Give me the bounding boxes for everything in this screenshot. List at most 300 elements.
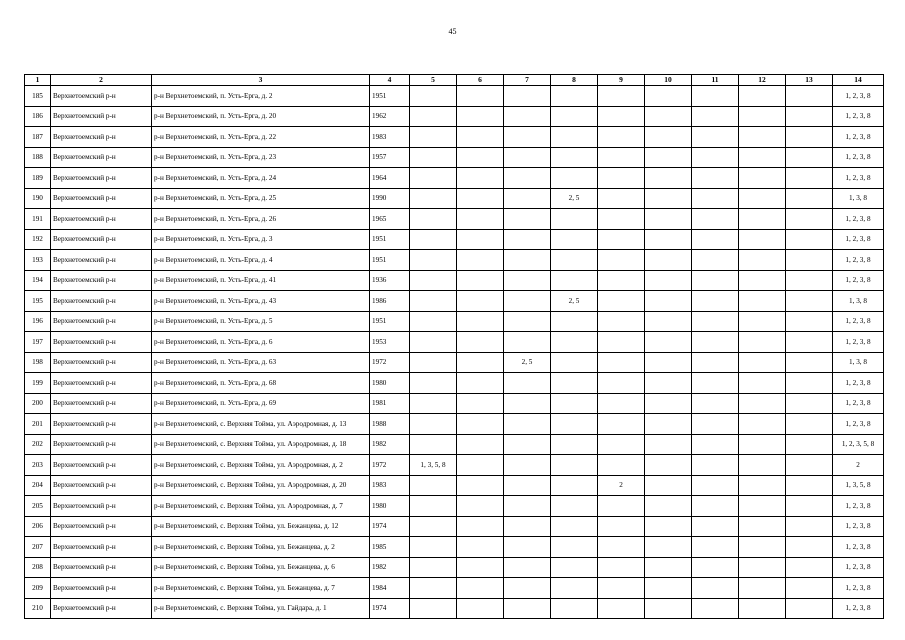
col9-cell: [598, 578, 645, 599]
col12-cell: [739, 475, 786, 496]
col11-cell: [692, 86, 739, 107]
col8-cell: [551, 332, 598, 353]
col6-cell: [457, 127, 504, 148]
col9-cell: [598, 598, 645, 619]
table-row: [25, 311, 884, 332]
col5-cell: [410, 475, 457, 496]
address-cell: р-н Верхнетоемский, п. Усть-Ерга, д. 6: [152, 332, 370, 353]
col8-cell: [551, 106, 598, 127]
row-number: 198: [25, 352, 51, 373]
year-cell: 1965: [370, 209, 410, 230]
district-cell: Верхнетоемский р-н: [51, 373, 152, 394]
col12-cell: [739, 557, 786, 578]
col6-cell: [457, 475, 504, 496]
col14-cell: 1, 2, 3, 8: [833, 496, 884, 517]
table-row: [25, 434, 884, 455]
col13-cell: [786, 86, 833, 107]
col6-cell: [457, 557, 504, 578]
column-header-5: 5: [410, 75, 457, 86]
col5-cell: [410, 188, 457, 209]
year-cell: 1936: [370, 270, 410, 291]
col5-cell: [410, 598, 457, 619]
col9-cell: [598, 393, 645, 414]
district-cell: Верхнетоемский р-н: [51, 434, 152, 455]
address-cell: р-н Верхнетоемский, с. Верхняя Тойма, ул. Аэродромная, д. 18: [152, 434, 370, 455]
column-header-2: 2: [51, 75, 152, 86]
col14-cell: 1, 2, 3, 8: [833, 127, 884, 148]
col12-cell: [739, 537, 786, 558]
header-row: [25, 75, 884, 86]
col12-cell: [739, 188, 786, 209]
col12-cell: [739, 352, 786, 373]
col10-cell: [645, 86, 692, 107]
col12-cell: [739, 147, 786, 168]
col13-cell: [786, 291, 833, 312]
col12-cell: [739, 127, 786, 148]
col13-cell: [786, 373, 833, 394]
col5-cell: [410, 332, 457, 353]
table-row: [25, 291, 884, 312]
col10-cell: [645, 291, 692, 312]
col14-cell: 1, 2, 3, 8: [833, 578, 884, 599]
table-row: [25, 537, 884, 558]
row-number: 205: [25, 496, 51, 517]
address-cell: р-н Верхнетоемский, п. Усть-Ерга, д. 25: [152, 188, 370, 209]
col11-cell: [692, 352, 739, 373]
col7-cell: [504, 229, 551, 250]
col10-cell: [645, 270, 692, 291]
table-row: [25, 209, 884, 230]
col7-cell: [504, 414, 551, 435]
col11-cell: [692, 106, 739, 127]
col11-cell: [692, 250, 739, 271]
col6-cell: [457, 168, 504, 189]
col12-cell: [739, 516, 786, 537]
year-cell: 1983: [370, 475, 410, 496]
col12-cell: [739, 393, 786, 414]
address-cell: р-н Верхнетоемский, с. Верхняя Тойма, ул. Бежанцева, д. 6: [152, 557, 370, 578]
col11-cell: [692, 537, 739, 558]
col7-cell: [504, 557, 551, 578]
col5-cell: [410, 352, 457, 373]
col7-cell: [504, 455, 551, 476]
row-number: 192: [25, 229, 51, 250]
address-cell: р-н Верхнетоемский, п. Усть-Ерга, д. 2: [152, 86, 370, 107]
col10-cell: [645, 332, 692, 353]
district-cell: Верхнетоемский р-н: [51, 475, 152, 496]
row-number: 199: [25, 373, 51, 394]
col12-cell: [739, 291, 786, 312]
col13-cell: [786, 475, 833, 496]
col9-cell: [598, 414, 645, 435]
address-cell: р-н Верхнетоемский, п. Усть-Ерга, д. 23: [152, 147, 370, 168]
col7-cell: [504, 475, 551, 496]
col9-cell: 2: [598, 475, 645, 496]
col8-cell: [551, 537, 598, 558]
column-header-1: 1: [25, 75, 51, 86]
col13-cell: [786, 311, 833, 332]
col10-cell: [645, 188, 692, 209]
col13-cell: [786, 168, 833, 189]
col11-cell: [692, 127, 739, 148]
table-row: [25, 496, 884, 517]
col12-cell: [739, 168, 786, 189]
col9-cell: [598, 455, 645, 476]
row-number: 201: [25, 414, 51, 435]
col10-cell: [645, 373, 692, 394]
district-cell: Верхнетоемский р-н: [51, 291, 152, 312]
col8-cell: [551, 127, 598, 148]
row-number: 204: [25, 475, 51, 496]
table-row: [25, 270, 884, 291]
col6-cell: [457, 434, 504, 455]
col6-cell: [457, 209, 504, 230]
col14-cell: 2: [833, 455, 884, 476]
table-row: [25, 188, 884, 209]
address-cell: р-н Верхнетоемский, п. Усть-Ерга, д. 20: [152, 106, 370, 127]
col6-cell: [457, 291, 504, 312]
district-cell: Верхнетоемский р-н: [51, 332, 152, 353]
col8-cell: 2, 5: [551, 291, 598, 312]
col7-cell: [504, 147, 551, 168]
col5-cell: [410, 168, 457, 189]
col8-cell: [551, 598, 598, 619]
col8-cell: [551, 168, 598, 189]
table-row: [25, 557, 884, 578]
col10-cell: [645, 147, 692, 168]
col5-cell: [410, 516, 457, 537]
col5-cell: [410, 291, 457, 312]
district-cell: Верхнетоемский р-н: [51, 229, 152, 250]
col9-cell: [598, 127, 645, 148]
col11-cell: [692, 332, 739, 353]
year-cell: 1951: [370, 250, 410, 271]
table-row: [25, 229, 884, 250]
page-number: 45: [448, 27, 457, 36]
column-header-3: 3: [152, 75, 370, 86]
col12-cell: [739, 496, 786, 517]
col6-cell: [457, 516, 504, 537]
col14-cell: 1, 2, 3, 8: [833, 414, 884, 435]
row-number: 210: [25, 598, 51, 619]
col5-cell: [410, 106, 457, 127]
col11-cell: [692, 311, 739, 332]
col9-cell: [598, 434, 645, 455]
col11-cell: [692, 455, 739, 476]
col14-cell: 1, 2, 3, 8: [833, 147, 884, 168]
col7-cell: [504, 311, 551, 332]
col13-cell: [786, 578, 833, 599]
column-header-4: 4: [370, 75, 410, 86]
col6-cell: [457, 311, 504, 332]
year-cell: 1980: [370, 373, 410, 394]
year-cell: 1990: [370, 188, 410, 209]
col8-cell: [551, 147, 598, 168]
col5-cell: [410, 414, 457, 435]
col7-cell: [504, 106, 551, 127]
col13-cell: [786, 393, 833, 414]
col13-cell: [786, 557, 833, 578]
district-cell: Верхнетоемский р-н: [51, 106, 152, 127]
col8-cell: [551, 516, 598, 537]
col13-cell: [786, 270, 833, 291]
address-cell: р-н Верхнетоемский, п. Усть-Ерга, д. 3: [152, 229, 370, 250]
col11-cell: [692, 393, 739, 414]
col11-cell: [692, 373, 739, 394]
col10-cell: [645, 209, 692, 230]
col6-cell: [457, 373, 504, 394]
col13-cell: [786, 598, 833, 619]
table-row: [25, 352, 884, 373]
col5-cell: [410, 86, 457, 107]
col8-cell: [551, 352, 598, 373]
year-cell: 1957: [370, 147, 410, 168]
column-header-11: 11: [692, 75, 739, 86]
col7-cell: [504, 127, 551, 148]
col12-cell: [739, 250, 786, 271]
col13-cell: [786, 434, 833, 455]
col8-cell: [551, 270, 598, 291]
table-row: [25, 578, 884, 599]
col9-cell: [598, 291, 645, 312]
col5-cell: 1, 3, 5, 8: [410, 455, 457, 476]
table-row: [25, 168, 884, 189]
col7-cell: [504, 168, 551, 189]
col14-cell: 1, 2, 3, 8: [833, 516, 884, 537]
district-cell: Верхнетоемский р-н: [51, 311, 152, 332]
table-row: [25, 332, 884, 353]
col7-cell: [504, 291, 551, 312]
col9-cell: [598, 373, 645, 394]
table-row: [25, 147, 884, 168]
col11-cell: [692, 496, 739, 517]
district-cell: Верхнетоемский р-н: [51, 209, 152, 230]
col6-cell: [457, 578, 504, 599]
district-cell: Верхнетоемский р-н: [51, 578, 152, 599]
row-number: 196: [25, 311, 51, 332]
col11-cell: [692, 578, 739, 599]
district-cell: Верхнетоемский р-н: [51, 127, 152, 148]
col8-cell: [551, 250, 598, 271]
address-cell: р-н Верхнетоемский, с. Верхняя Тойма, ул. Бежанцева, д. 2: [152, 537, 370, 558]
row-number: 190: [25, 188, 51, 209]
col8-cell: [551, 311, 598, 332]
col14-cell: 1, 2, 3, 5, 8: [833, 434, 884, 455]
district-cell: Верхнетоемский р-н: [51, 557, 152, 578]
col9-cell: [598, 106, 645, 127]
col13-cell: [786, 352, 833, 373]
row-number: 208: [25, 557, 51, 578]
registry-table: [24, 74, 884, 619]
col13-cell: [786, 250, 833, 271]
col13-cell: [786, 455, 833, 476]
col11-cell: [692, 270, 739, 291]
column-header-13: 13: [786, 75, 833, 86]
col10-cell: [645, 127, 692, 148]
column-header-12: 12: [739, 75, 786, 86]
col5-cell: [410, 209, 457, 230]
address-cell: р-н Верхнетоемский, с. Верхняя Тойма, ул. Аэродромная, д. 13: [152, 414, 370, 435]
col7-cell: [504, 516, 551, 537]
col9-cell: [598, 537, 645, 558]
col10-cell: [645, 598, 692, 619]
year-cell: 1981: [370, 393, 410, 414]
col13-cell: [786, 537, 833, 558]
col5-cell: [410, 393, 457, 414]
col12-cell: [739, 455, 786, 476]
address-cell: р-н Верхнетоемский, п. Усть-Ерга, д. 22: [152, 127, 370, 148]
col10-cell: [645, 455, 692, 476]
col10-cell: [645, 352, 692, 373]
col6-cell: [457, 496, 504, 517]
address-cell: р-н Верхнетоемский, с. Верхняя Тойма, ул. Аэродромная, д. 7: [152, 496, 370, 517]
row-number: 207: [25, 537, 51, 558]
col12-cell: [739, 332, 786, 353]
col9-cell: [598, 147, 645, 168]
col7-cell: [504, 578, 551, 599]
col5-cell: [410, 496, 457, 517]
address-cell: р-н Верхнетоемский, п. Усть-Ерга, д. 5: [152, 311, 370, 332]
col7-cell: [504, 496, 551, 517]
col8-cell: [551, 229, 598, 250]
col11-cell: [692, 209, 739, 230]
col9-cell: [598, 516, 645, 537]
col6-cell: [457, 86, 504, 107]
district-cell: Верхнетоемский р-н: [51, 86, 152, 107]
col5-cell: [410, 557, 457, 578]
table-row: [25, 250, 884, 271]
address-cell: р-н Верхнетоемский, п. Усть-Ерга, д. 4: [152, 250, 370, 271]
col7-cell: [504, 598, 551, 619]
col14-cell: 1, 3, 8: [833, 291, 884, 312]
table-body: [25, 86, 884, 619]
col14-cell: 1, 3, 8: [833, 188, 884, 209]
col14-cell: 1, 3, 8: [833, 352, 884, 373]
table-row: [25, 475, 884, 496]
col8-cell: [551, 373, 598, 394]
col14-cell: 1, 3, 5, 8: [833, 475, 884, 496]
row-number: 186: [25, 106, 51, 127]
col9-cell: [598, 209, 645, 230]
year-cell: 1962: [370, 106, 410, 127]
address-cell: р-н Верхнетоемский, п. Усть-Ерга, д. 26: [152, 209, 370, 230]
year-cell: 1980: [370, 496, 410, 517]
table-row: [25, 373, 884, 394]
col13-cell: [786, 414, 833, 435]
col11-cell: [692, 598, 739, 619]
year-cell: 1986: [370, 291, 410, 312]
col5-cell: [410, 434, 457, 455]
table-row: [25, 598, 884, 619]
col10-cell: [645, 434, 692, 455]
col13-cell: [786, 209, 833, 230]
district-cell: Верхнетоемский р-н: [51, 168, 152, 189]
address-cell: р-н Верхнетоемский, п. Усть-Ерга, д. 41: [152, 270, 370, 291]
col6-cell: [457, 106, 504, 127]
row-number: 206: [25, 516, 51, 537]
col12-cell: [739, 209, 786, 230]
col14-cell: 1, 2, 3, 8: [833, 229, 884, 250]
col9-cell: [598, 250, 645, 271]
col6-cell: [457, 352, 504, 373]
col8-cell: [551, 86, 598, 107]
address-cell: р-н Верхнетоемский, п. Усть-Ерга, д. 69: [152, 393, 370, 414]
district-cell: Верхнетоемский р-н: [51, 598, 152, 619]
col10-cell: [645, 414, 692, 435]
col5-cell: [410, 373, 457, 394]
col7-cell: 2, 5: [504, 352, 551, 373]
district-cell: Верхнетоемский р-н: [51, 455, 152, 476]
col7-cell: [504, 373, 551, 394]
col11-cell: [692, 229, 739, 250]
row-number: 187: [25, 127, 51, 148]
address-cell: р-н Верхнетоемский, п. Усть-Ерга, д. 68: [152, 373, 370, 394]
col7-cell: [504, 270, 551, 291]
year-cell: 1982: [370, 557, 410, 578]
col9-cell: [598, 332, 645, 353]
address-cell: р-н Верхнетоемский, п. Усть-Ерга, д. 63: [152, 352, 370, 373]
col9-cell: [598, 229, 645, 250]
col5-cell: [410, 127, 457, 148]
col13-cell: [786, 127, 833, 148]
address-cell: р-н Верхнетоемский, с. Верхняя Тойма, ул. Бежанцева, д. 7: [152, 578, 370, 599]
column-header-6: 6: [457, 75, 504, 86]
column-header-10: 10: [645, 75, 692, 86]
address-cell: р-н Верхнетоемский, с. Верхняя Тойма, ул. Аэродромная, д. 20: [152, 475, 370, 496]
col10-cell: [645, 311, 692, 332]
year-cell: 1972: [370, 455, 410, 476]
col14-cell: 1, 2, 3, 8: [833, 332, 884, 353]
year-cell: 1953: [370, 332, 410, 353]
col12-cell: [739, 414, 786, 435]
col8-cell: [551, 578, 598, 599]
address-cell: р-н Верхнетоемский, п. Усть-Ерга, д. 24: [152, 168, 370, 189]
col14-cell: 1, 2, 3, 8: [833, 537, 884, 558]
year-cell: 1974: [370, 598, 410, 619]
col8-cell: [551, 455, 598, 476]
row-number: 203: [25, 455, 51, 476]
year-cell: 1951: [370, 229, 410, 250]
col13-cell: [786, 496, 833, 517]
col6-cell: [457, 250, 504, 271]
column-header-7: 7: [504, 75, 551, 86]
year-cell: 1951: [370, 86, 410, 107]
col8-cell: [551, 434, 598, 455]
district-cell: Верхнетоемский р-н: [51, 516, 152, 537]
col10-cell: [645, 250, 692, 271]
col14-cell: 1, 2, 3, 8: [833, 86, 884, 107]
district-cell: Верхнетоемский р-н: [51, 496, 152, 517]
col6-cell: [457, 332, 504, 353]
col5-cell: [410, 250, 457, 271]
row-number: 189: [25, 168, 51, 189]
address-cell: р-н Верхнетоемский, с. Верхняя Тойма, ул. Гайдара, д. 1: [152, 598, 370, 619]
col9-cell: [598, 270, 645, 291]
col9-cell: [598, 496, 645, 517]
table-row: [25, 127, 884, 148]
col10-cell: [645, 475, 692, 496]
col14-cell: 1, 2, 3, 8: [833, 557, 884, 578]
col11-cell: [692, 516, 739, 537]
row-number: 197: [25, 332, 51, 353]
col11-cell: [692, 414, 739, 435]
col8-cell: [551, 393, 598, 414]
col8-cell: [551, 475, 598, 496]
col6-cell: [457, 598, 504, 619]
col8-cell: 2, 5: [551, 188, 598, 209]
col11-cell: [692, 168, 739, 189]
col6-cell: [457, 188, 504, 209]
